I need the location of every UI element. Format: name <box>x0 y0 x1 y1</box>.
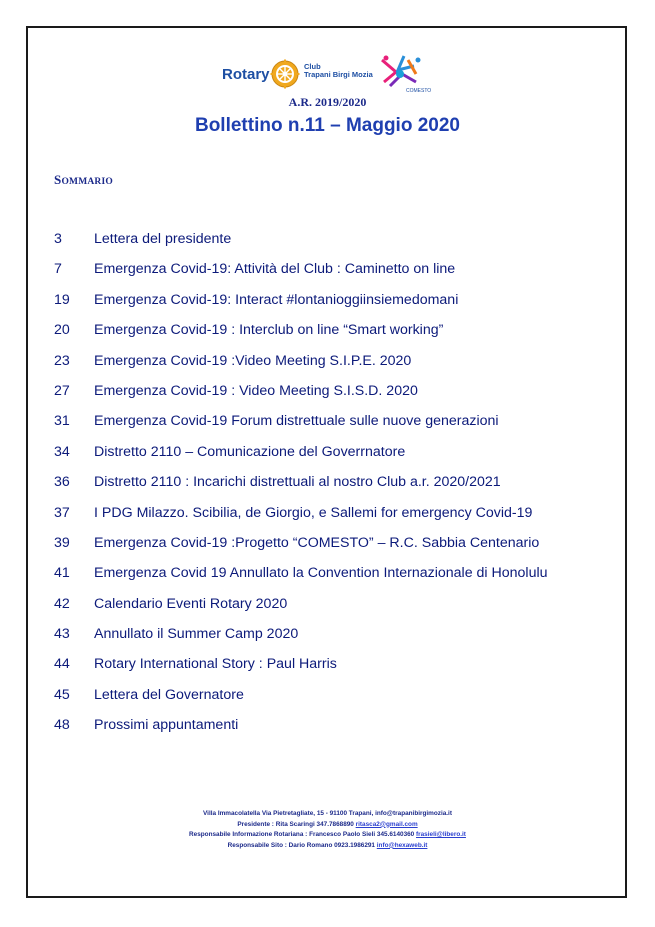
sommario-rest: OMMARIO <box>61 177 113 187</box>
toc-item <box>54 654 614 684</box>
toc-item <box>54 320 614 350</box>
toc-item-title: Emergenza Covid-19 :Video Meeting S.I.P.E. 2020 <box>94 352 412 369</box>
toc-item <box>54 290 614 320</box>
toc-item <box>54 594 614 624</box>
toc-item-title: Distretto 2110 – Comunicazione del Goverrnatore <box>94 443 406 460</box>
toc-item <box>54 259 614 289</box>
info-email-link[interactable]: frasieli@libero.it <box>416 831 466 838</box>
footer-president-label: Presidente : Rita Scaringi 347.7868890 <box>237 820 356 828</box>
toc-item-title: Emergenza Covid-19: Interact #lontanioggiinsiemedomani <box>94 291 459 308</box>
toc-page-number: 43 <box>54 626 70 643</box>
footer-site <box>0 841 655 852</box>
toc-page-number: 45 <box>54 686 70 703</box>
sommario-initial: S <box>54 172 62 187</box>
site-email-link[interactable]: info@hexaweb.it <box>376 841 428 849</box>
toc-page-number: 27 <box>54 382 70 399</box>
toc-item-title: Rotary International Story : Paul Harris <box>94 656 337 673</box>
table-of-contents <box>54 229 614 746</box>
rotary-logo-text: Rotary <box>222 66 270 83</box>
toc-page-number: 34 <box>54 443 70 460</box>
toc-page-number: 42 <box>54 595 70 612</box>
toc-item-title: Emergenza Covid 19 Annullato la Convention Internazionale di Honolulu <box>94 565 548 582</box>
toc-page-number: 23 <box>54 352 70 369</box>
club-label: Club <box>304 62 321 71</box>
toc-item <box>54 533 614 563</box>
toc-page-number: 36 <box>54 474 70 491</box>
toc-item <box>54 563 614 593</box>
toc-item-title: I PDG Milazzo. Scibilia, de Giorgio, e Sallemi for emergency Covid-19 <box>94 504 533 521</box>
toc-item-title: Emergenza Covid-19 :Progetto “COMESTO” – R.C. Sabbia Centenario <box>94 534 540 551</box>
footer-info-label: Responsabile Informazione Rotariana : Francesco Paolo Sieli 345.6140360 <box>189 831 417 838</box>
toc-item-title: Emergenza Covid-19 : Interclub on line “Smart working” <box>94 322 444 339</box>
toc-item-title: Prossimi appuntamenti <box>94 717 239 734</box>
toc-item-title: Calendario Eventi Rotary 2020 <box>94 595 288 612</box>
rotary-wheel-icon <box>270 59 300 89</box>
toc-item <box>54 351 614 381</box>
footer-president <box>0 820 655 831</box>
toc-item <box>54 442 614 472</box>
sommario-heading <box>54 172 113 188</box>
toc-item <box>54 472 614 502</box>
footer <box>0 809 655 851</box>
toc-page-number: 20 <box>54 322 70 339</box>
club-name: Trapani Birgi Mozia <box>304 70 373 79</box>
president-email-link[interactable]: ritasca2@gmail.com <box>355 820 418 828</box>
toc-item <box>54 624 614 654</box>
toc-item <box>54 229 614 259</box>
toc-item <box>54 381 614 411</box>
toc-item <box>54 411 614 441</box>
toc-item-title: Emergenza Covid-19: Attività del Club : Caminetto on line <box>94 261 456 278</box>
toc-item <box>54 503 614 533</box>
footer-info <box>0 830 655 841</box>
toc-page-number: 19 <box>54 291 70 308</box>
toc-page-number: 3 <box>54 231 62 247</box>
toc-page-number: 41 <box>54 565 70 582</box>
logo-row <box>222 52 452 98</box>
toc-page-number: 39 <box>54 534 70 551</box>
toc-item-title: Emergenza Covid-19 Forum distrettuale sulle nuove generazioni <box>94 413 499 430</box>
toc-item-title: Emergenza Covid-19 : Video Meeting S.I.S.D. 2020 <box>94 382 418 399</box>
comesto-logo-text: COMESTO <box>406 88 432 94</box>
toc-item-title: Lettera del Governatore <box>94 686 244 703</box>
footer-site-label: Responsabile Sito : Dario Romano 0923.1986291 <box>227 841 377 849</box>
toc-item <box>54 715 614 745</box>
comesto-logo <box>376 52 432 96</box>
bulletin-title: Bollettino n.11 – Maggio 2020 <box>194 115 460 136</box>
toc-page-number: 48 <box>54 717 70 734</box>
toc-page-number: 37 <box>54 504 70 521</box>
toc-page-number: 31 <box>54 413 70 430</box>
footer-address: Villa Immacolatella Via Pietretagliate, 15 - 91100 Trapani, info@trapanibirgimozia.it <box>203 810 452 817</box>
toc-page-number: 7 <box>54 261 62 278</box>
toc-item-title: Lettera del presidente <box>94 231 232 247</box>
association-year: A.R. 2019/2020 <box>288 95 367 109</box>
toc-item <box>54 685 614 715</box>
club-name-block <box>304 63 373 79</box>
toc-item-title: Annullato il Summer Camp 2020 <box>94 626 299 643</box>
toc-item-title: Distretto 2110 : Incarichi distrettuali al nostro Club a.r. 2020/2021 <box>94 474 501 491</box>
toc-page-number: 44 <box>54 656 70 673</box>
